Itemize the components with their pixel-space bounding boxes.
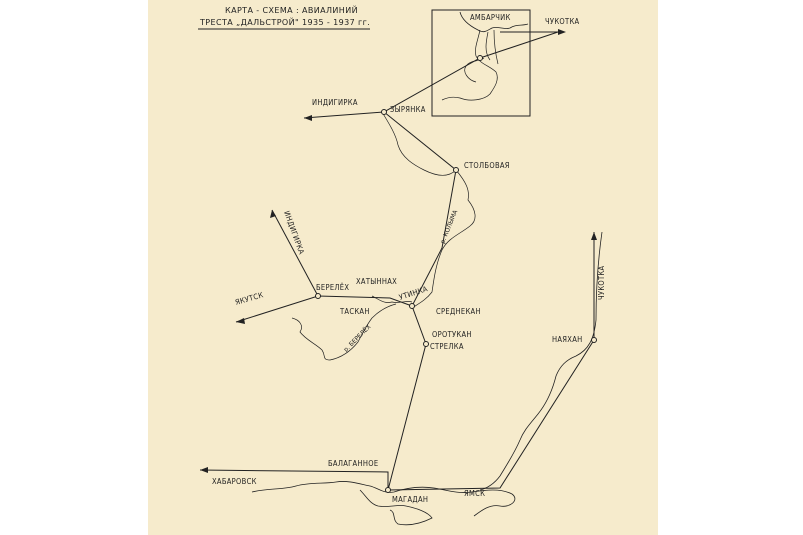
arrow-khabarovsk-icon (200, 467, 208, 473)
route-berelekh (236, 296, 412, 322)
label-orotukan: ОРОТУКАН (432, 330, 472, 339)
label-balagannoe: БАЛАГАННОЕ (328, 459, 379, 468)
label-utinka: УТИНКА (397, 284, 429, 302)
label-strelka: СТРЕЛКА (430, 342, 464, 351)
route-zyryanka-indigirka (304, 112, 384, 118)
coastline-south (252, 481, 515, 516)
title-line1: КАРТА - СХЕМА : АВИАЛИНИЙ (225, 6, 358, 15)
arrow-chukotka-right-icon (591, 232, 597, 240)
station-berelekh (316, 294, 321, 299)
label-khabarovsk: ХАБАРОВСК (212, 477, 257, 486)
label-river-kolyma: р. КОЛЫМА (439, 209, 460, 245)
station-nayakhan (592, 338, 597, 343)
label-chukotka-top: ЧУКОТКА (545, 17, 580, 26)
station-utinka (410, 304, 415, 309)
label-khatynnakh: ХАТЫННАХ (356, 277, 398, 286)
label-taskan: ТАСКАН (340, 307, 370, 316)
label-indigirka-mid: ИНДИГИРКА (282, 209, 307, 256)
label-nayakhan: НАЯХАН (552, 335, 583, 344)
inset-river (442, 30, 497, 100)
station-orotukan (424, 342, 429, 347)
station-magadan (386, 488, 391, 493)
label-chukotka-right: ЧУКОТКА (597, 265, 606, 300)
label-yakutsk: ЯКУТСК (234, 290, 265, 307)
label-river-berelekh: р. БЕРЕЛЁХ (342, 323, 373, 354)
label-srednekan: СРЕДНЕКАН (436, 307, 481, 316)
coastline-east (480, 232, 602, 490)
station-zyryanka (382, 110, 387, 115)
label-stolbovaya: СТОЛБОВАЯ (464, 161, 510, 170)
station-stolbovaya (454, 168, 459, 173)
label-ambarchik: АМБАРЧИК (470, 13, 511, 22)
label-magadan: МАГАДАН (392, 495, 429, 504)
station-ambarchik (478, 56, 483, 61)
label-indigirka-top: ИНДИГИРКА (312, 98, 358, 107)
arrow-indigirka-icon (304, 115, 312, 121)
arrow-chukotka-top-icon (558, 29, 566, 35)
arrow-yakutsk-icon (236, 318, 245, 324)
label-berelekh: БЕРЕЛЁХ (316, 283, 350, 292)
title-line2: ТРЕСТА „ДАЛЬСТРОЙ" 1935 - 1937 гг. (200, 18, 371, 27)
label-yamsk: ЯМСК (464, 489, 486, 498)
label-zyryanka: ЗЫРЯНКА (390, 105, 426, 114)
route-magadan-yamsk (388, 232, 594, 490)
